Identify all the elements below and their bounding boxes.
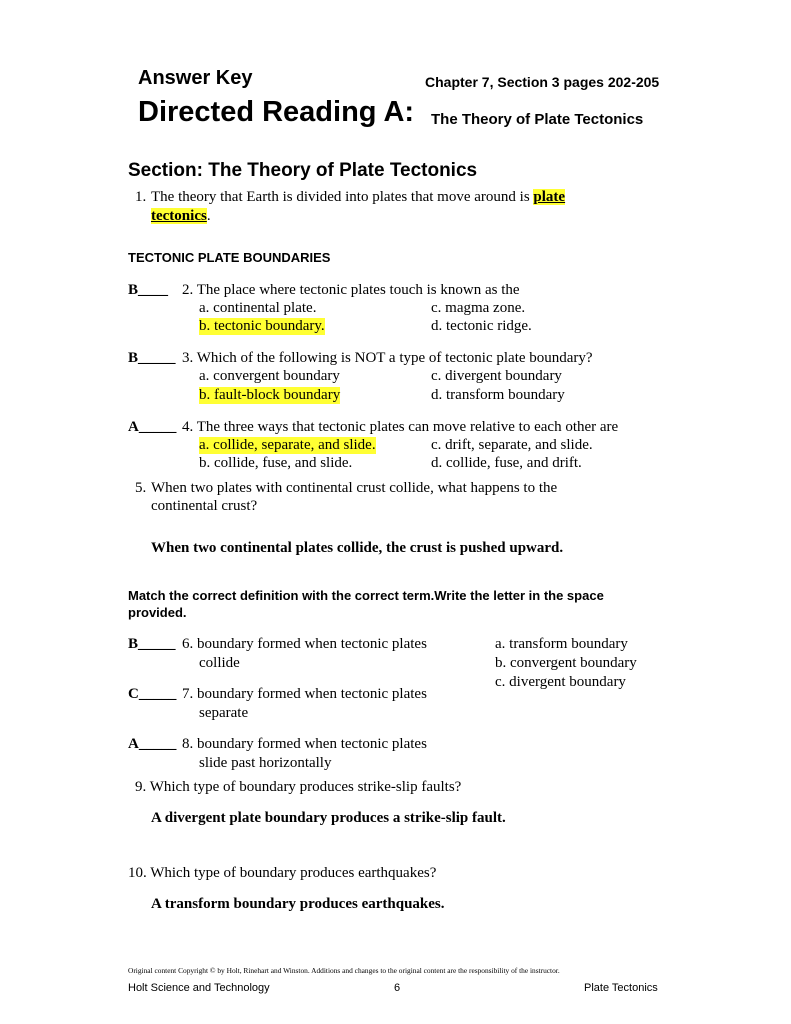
question-10-answer: A transform boundary produces earthquakes. bbox=[151, 896, 445, 912]
question-8-text-line1: 8. boundary formed when tectonic plates bbox=[182, 736, 427, 752]
page-subtitle: The Theory of Plate Tectonics bbox=[431, 111, 644, 128]
question-6-text-line1: 6. boundary formed when tectonic plates bbox=[182, 636, 427, 652]
question-7-text-line1: 7. boundary formed when tectonic plates bbox=[182, 686, 427, 702]
question-9-answer: A divergent plate boundary produces a strike-slip fault. bbox=[151, 810, 506, 826]
term-b: b. convergent boundary bbox=[495, 655, 637, 671]
question-7-answer-blank: C_____ bbox=[128, 686, 177, 702]
subheading: TECTONIC PLATE BOUNDARIES bbox=[128, 250, 331, 265]
question-2-answer-blank: B____ bbox=[128, 282, 169, 298]
question-5-number: 5. bbox=[135, 480, 147, 496]
section-title: Section: The Theory of Plate Tectonics bbox=[128, 160, 478, 181]
answer-key-label: Answer Key bbox=[138, 67, 253, 89]
question-2-option-a: a. continental plate. bbox=[199, 300, 317, 316]
question-8-text-line2: slide past horizontally bbox=[199, 755, 332, 771]
copyright-notice: Original content Copyright © by Holt, Rinehart and Winston. Additions and changes to the original content are the responsibility of the instructor. bbox=[128, 966, 560, 975]
question-1-text bbox=[151, 189, 565, 206]
footer-publisher: Holt Science and Technology bbox=[128, 982, 270, 994]
question-4-option-d: d. collide, fuse, and drift. bbox=[431, 455, 582, 471]
question-3-text: 3. Which of the following is NOT a type of tectonic plate boundary? bbox=[182, 350, 593, 366]
question-3-answer-blank: B_____ bbox=[128, 350, 176, 366]
question-4-text: 4. The three ways that tectonic plates can move relative to each other are bbox=[182, 419, 619, 435]
question-2-option-c: c. magma zone. bbox=[431, 300, 526, 316]
question-4-option-b: b. collide, fuse, and slide. bbox=[199, 455, 353, 471]
question-1-number: 1. bbox=[135, 189, 147, 205]
matching-instructions-line2: provided. bbox=[128, 605, 187, 620]
question-3-option-d: d. transform boundary bbox=[431, 387, 565, 403]
question-1-text-line2 bbox=[151, 208, 211, 225]
question-6-text-line2: collide bbox=[199, 655, 240, 671]
question-2-text: 2. The place where tectonic plates touch is known as the bbox=[182, 282, 520, 298]
question-6-answer-blank: B_____ bbox=[128, 636, 176, 652]
question-1-answer-part1: plate bbox=[533, 189, 566, 205]
term-c: c. divergent boundary bbox=[495, 674, 626, 690]
chapter-reference: Chapter 7, Section 3 pages 202-205 bbox=[425, 74, 660, 90]
question-2-option-b: b. tectonic boundary. bbox=[199, 318, 325, 334]
footer-unit-title: Plate Tectonics bbox=[584, 982, 658, 994]
question-4-option-c: c. drift, separate, and slide. bbox=[431, 437, 593, 453]
question-5-answer: When two continental plates collide, the crust is pushed upward. bbox=[151, 540, 564, 556]
question-10-text: 10. Which type of boundary produces earthquakes? bbox=[128, 865, 437, 881]
matching-instructions-line1: Match the correct definition with the correct term.Write the letter in the space bbox=[128, 588, 604, 603]
question-3-option-a: a. convergent boundary bbox=[199, 368, 340, 384]
question-1-answer-part2: tectonics bbox=[151, 208, 207, 224]
question-3-option-b: b. fault-block boundary bbox=[199, 387, 341, 403]
question-2-option-d: d. tectonic ridge. bbox=[431, 318, 532, 334]
question-5-text-line1: When two plates with continental crust collide, what happens to the bbox=[151, 480, 558, 496]
page-title: Directed Reading A: bbox=[138, 96, 415, 128]
question-3-option-c: c. divergent boundary bbox=[431, 368, 562, 384]
question-9-text: 9. Which type of boundary produces strike-slip faults? bbox=[135, 779, 462, 795]
term-a: a. transform boundary bbox=[495, 636, 628, 652]
question-8-answer-blank: A_____ bbox=[128, 736, 177, 752]
question-7-text-line2: separate bbox=[199, 705, 249, 721]
question-4-answer-blank: A_____ bbox=[128, 419, 177, 435]
footer-page-number: 6 bbox=[394, 982, 401, 994]
question-5-text-line2: continental crust? bbox=[151, 498, 258, 514]
question-4-option-a: a. collide, separate, and slide. bbox=[199, 437, 376, 453]
question-1-period: . bbox=[206, 208, 211, 224]
question-1-stem: The theory that Earth is divided into plates that move around is bbox=[151, 189, 530, 205]
